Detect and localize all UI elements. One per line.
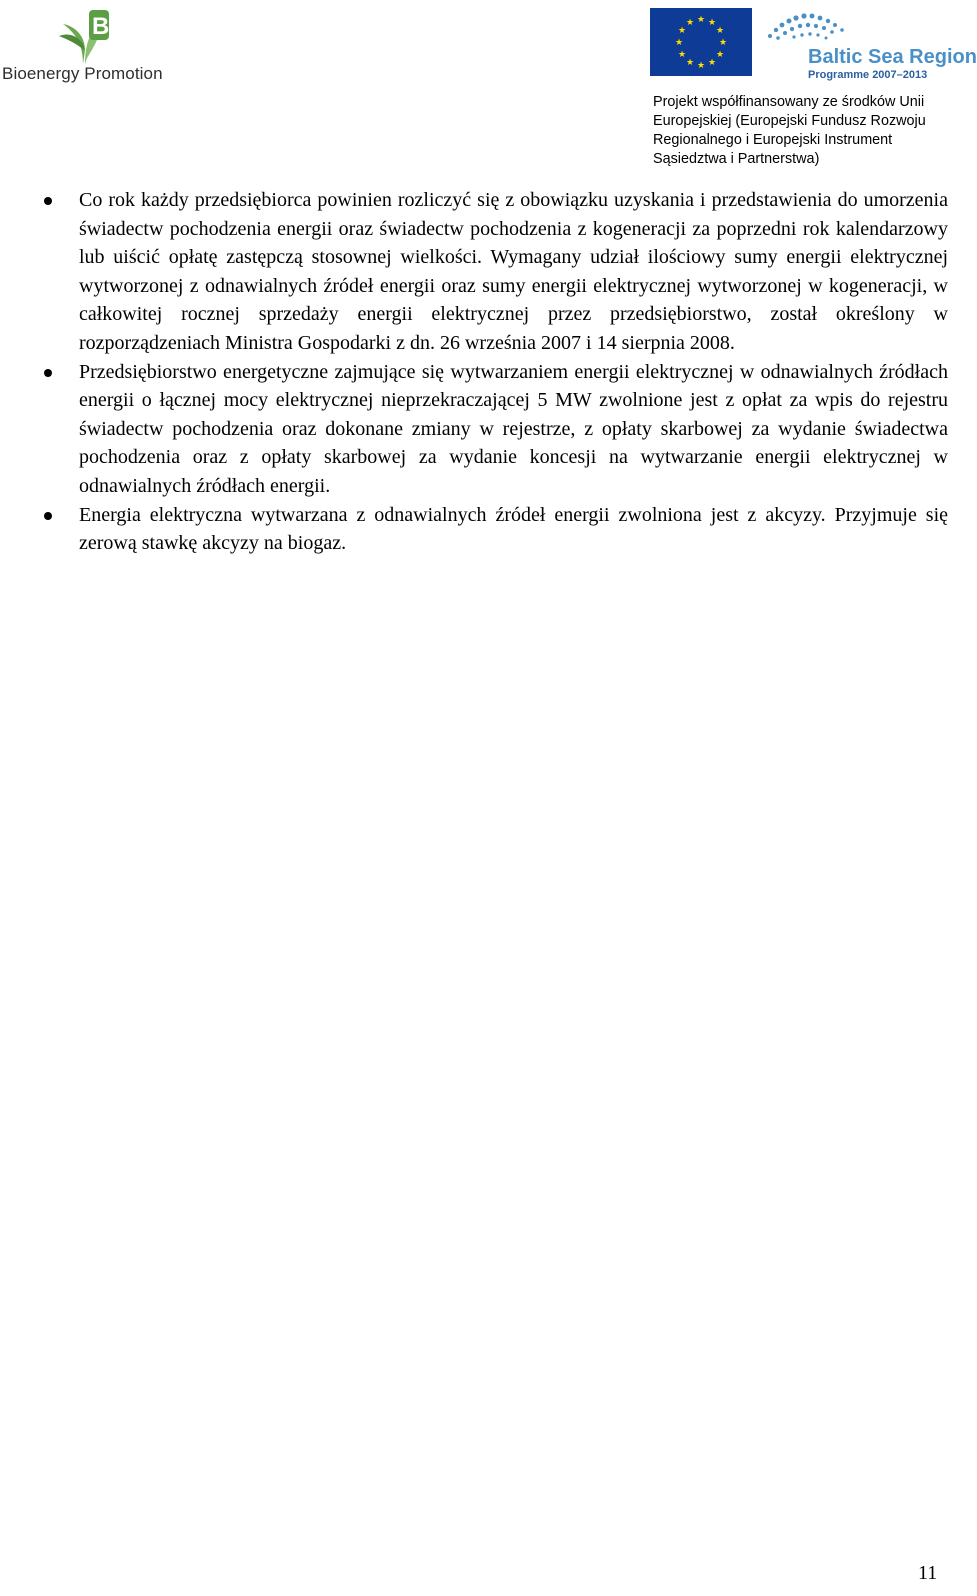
bullet-icon (44, 369, 52, 377)
svg-text:★: ★ (715, 26, 725, 36)
cofunding-line: Regionalnego i Europejski Instrument (653, 132, 893, 148)
list-item (38, 501, 948, 558)
svg-text:★: ★ (707, 58, 717, 68)
programme-subtitle: Programme 2007–2013 (808, 69, 928, 81)
bullet-icon (44, 197, 52, 205)
baltic-sea-region-logo (764, 6, 977, 86)
bullet-icon (44, 512, 52, 520)
leaf-icon (55, 6, 115, 66)
svg-text:★: ★ (715, 50, 725, 60)
list-item (38, 186, 948, 358)
svg-text:★: ★ (718, 38, 728, 48)
svg-text:★: ★ (696, 15, 706, 25)
eu-stars-icon (650, 8, 752, 76)
svg-text:★: ★ (674, 38, 684, 48)
page-number: 11 (918, 1562, 938, 1584)
eu-flag-logo (650, 8, 752, 76)
svg-text:★: ★ (696, 61, 706, 71)
list-item-text: Przedsiębiorstwo energetyczne zajmujące się wytwarzaniem energii elektrycznej w odnawialnych źródłach energii o łącznej mocy elektrycznej nieprzekraczającej 5 MW zwolnione jest z opłat za wpis do rejestru świadectw pochodzenia oraz dokonane zmiany w rejestrze, z opłaty skarbowej za wydanie świadectwa pochodzenia oraz z opłaty skarbowej za wydanie koncesji na wytwarzanie energii elektrycznej w odnawialnych źródłach energii. (79, 360, 948, 497)
svg-text:★: ★ (685, 58, 695, 68)
wave-dots-icon (764, 6, 854, 48)
svg-text:★: ★ (677, 26, 687, 36)
list-item-text: Co rok każdy przedsiębiorca powinien rozliczyć się z obowiązku uzyskania i przedstawienia do umorzenia świadectw pochodzenia energii oraz świadectw pochodzenia z kogeneracji za poprzedni rok kalendarzowy lub uiścić opłatę zastępczą stosownej wielkości. Wymagany udział ilościowy sumy energii elektrycznej wytworzonej z odnawialnych źródeł energii oraz sumy energii elektrycznej wytworzonej w kogeneracji, w całkowitej rocznej sprzedaży energii elektrycznej przez przedsiębiorstwo, został określony w rozporządzeniach Ministra Gospodarki z dn. 26 września 2007 i 14 sierpnia 2008. (79, 189, 948, 354)
svg-text:★: ★ (707, 18, 717, 28)
bioenergy-promotion-logo (0, 0, 185, 90)
cofunding-line: Sąsiedztwa i Partnerstwa) (653, 151, 820, 167)
svg-text:★: ★ (685, 18, 695, 28)
cofunding-statement (653, 93, 953, 169)
bullet-list (38, 186, 948, 558)
cofunding-line: Projekt współfinansowany ze środków Unii (653, 94, 925, 110)
list-item (38, 358, 948, 501)
cofunding-line: Europejskiej (Europejski Fundusz Rozwoju (653, 113, 926, 129)
baltic-sea-region-title: Baltic Sea Region (808, 46, 977, 68)
list-item-text: Energia elektryczna wytwarzana z odnawialnych źródeł energii zwolniona jest z akcyzy. Przyjmuje się zerową stawkę akcyzy na biogaz. (79, 503, 948, 555)
svg-text:B: B (92, 13, 110, 40)
svg-text:★: ★ (677, 50, 687, 60)
bioenergy-promotion-text: Bioenergy Promotion (2, 64, 163, 83)
